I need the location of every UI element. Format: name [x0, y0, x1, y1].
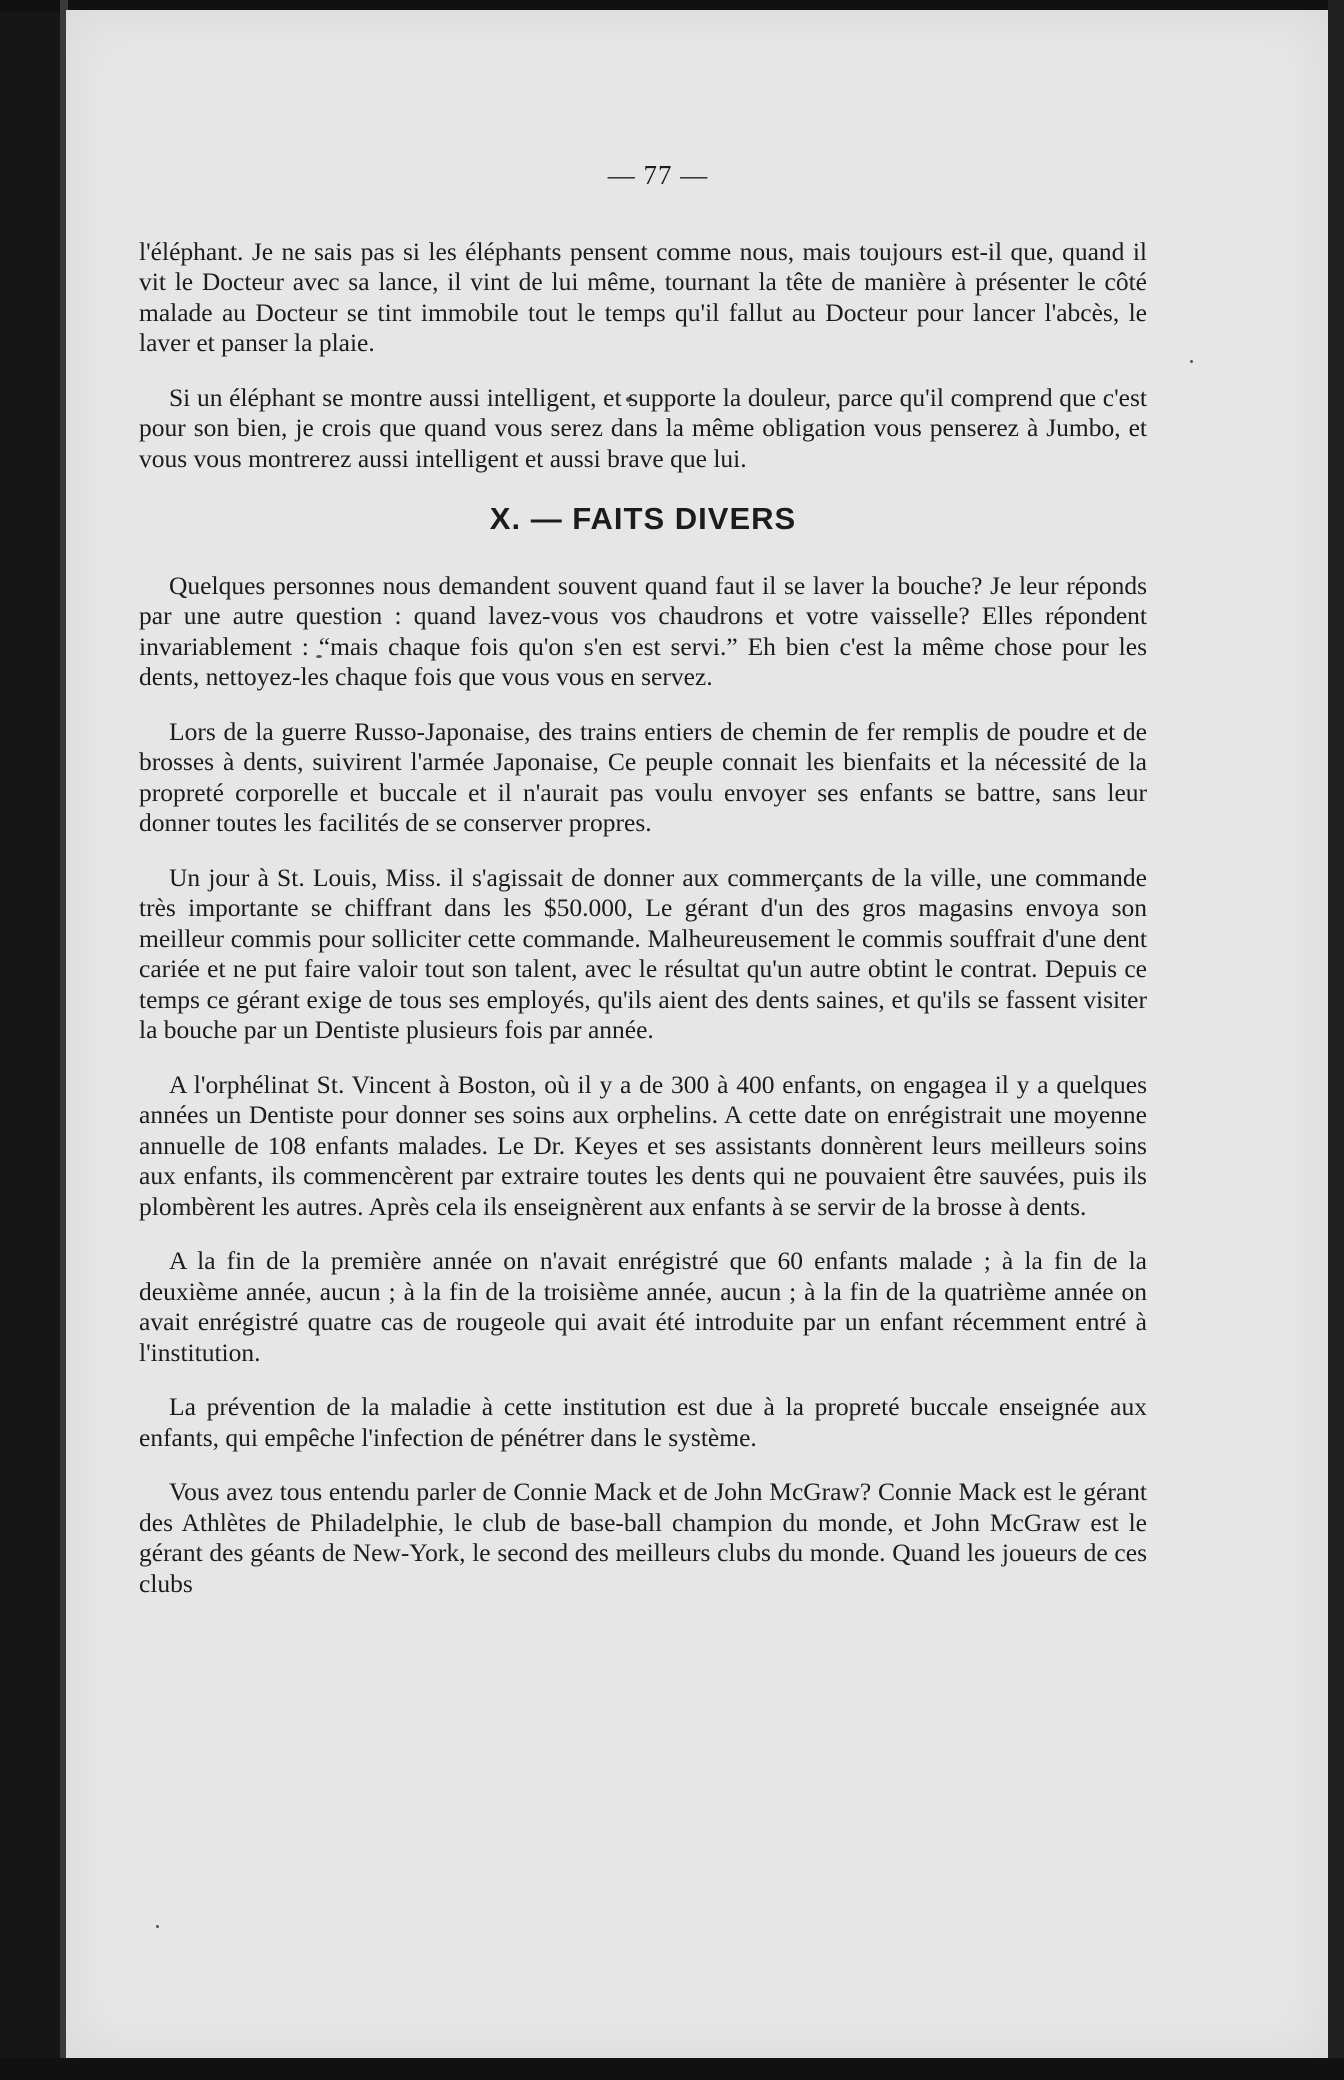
- paragraph: La prévention de la maladie à cette institution est due à la propreté buccale enseignée aux enfants, qui empêche l'infection de pénétrer dans le système.: [139, 1392, 1147, 1452]
- paragraph: Un jour à St. Louis, Miss. il s'agissait de donner aux commerçants de la ville, une commande très importante se chiffrant dans les $50.000, Le gérant d'un des gros magasins envoya son meilleur commis pour solliciter cette commande. Malheureusement le commis souffrait d'une dent cariée et ne put faire valoir tout son talent, avec le résultat qu'un autre obtint le contrat. Depuis ce temps ce gérant exige de tous ses employés, qu'ils aient des dents saines, et qu'ils se fassent visiter la bouche par un Dentiste plusieurs fois par année.: [139, 862, 1147, 1044]
- paragraph: l'éléphant. Je ne sais pas si les éléphants pensent comme nous, mais toujours est-il que, quand il vit le Docteur avec sa lance, il vint de lui même, tournant la tête de manière à présenter le côté malade au Docteur se tint immobile tout le temps qu'il fallut au Docteur pour lancer l'abcès, le laver et panser la plaie.: [139, 236, 1147, 357]
- paragraph: Vous avez tous entendu parler de Connie Mack et de John McGraw? Connie Mack est le gérant des Athlètes de Philadelphie, le club de base-ball champion du monde, et John McGraw est le gérant des géants de New-York, le second des meilleurs clubs du monde. Quand les joueurs de ces clubs: [139, 1477, 1147, 1598]
- paragraph: Lors de la guerre Russo-Japonaise, des trains entiers de chemin de fer remplis de poudre et de brosses à dents, suivirent l'armée Japonaise, Ce peuple connait les bienfaits et la nécessité de la propreté corporelle et buccale et il n'aurait pas voulu envoyer ses enfants se battre, sans leur donner toutes les facilités de se conserver propres.: [139, 716, 1147, 837]
- page-text: [139, 160, 1147, 1623]
- ink-speck: [1190, 360, 1193, 363]
- ink-speck: [156, 1925, 159, 1928]
- paragraph: A la fin de la première année on n'avait enrégistré que 60 enfants malade ; à la fin de la deuxième année, aucun ; à la fin de la troisième année, aucun ; à la fin de la quatrième année on avait enrégistré quatre cas de rougeole qui avait été introduite par un enfant récemment entré à l'institution.: [139, 1246, 1147, 1367]
- paragraph: Si un éléphant se montre aussi intelligent, et supporte la douleur, parce qu'il comprend que c'est pour son bien, je crois que quand vous serez dans la même obligation vous penserez à Jumbo, et vous vous montrerez aussi intelligent et aussi brave que lui.: [139, 382, 1147, 473]
- scan-bottom-border: [0, 2058, 1344, 2080]
- section-heading: X. — FAITS DIVERS: [489, 501, 797, 536]
- paragraph: A l'orphélinat St. Vincent à Boston, où il y a de 300 à 400 enfants, on engagea il y a quelques années un Dentiste pour donner ses soins aux orphelins. A cette date on enrégistrait une moyenne annuelle de 108 enfants malades. Le Dr. Keyes et ses assistants donnèrent leurs meilleurs soins aux enfants, ils commencèrent par extraire toutes les dents qui ne pouvaient être sauvées, puis ils plombèrent les autres. Après cela ils enseignèrent aux enfants à se servir de la brosse à dents.: [139, 1069, 1147, 1221]
- paragraph: Quelques personnes nous demandent souvent quand faut il se laver la bouche? Je leur réponds par une autre question : quand lavez-vous vos chaudrons et votre vaisselle? Elles répondent invariablement : “mais chaque fois qu'on s'en est servi.” Eh bien c'est la même chose pour les dents, nettoyez-les chaque fois que vous vous en servez.: [139, 570, 1147, 691]
- page-number: — 77 —: [607, 160, 709, 190]
- scan-right-border: [1328, 0, 1344, 2080]
